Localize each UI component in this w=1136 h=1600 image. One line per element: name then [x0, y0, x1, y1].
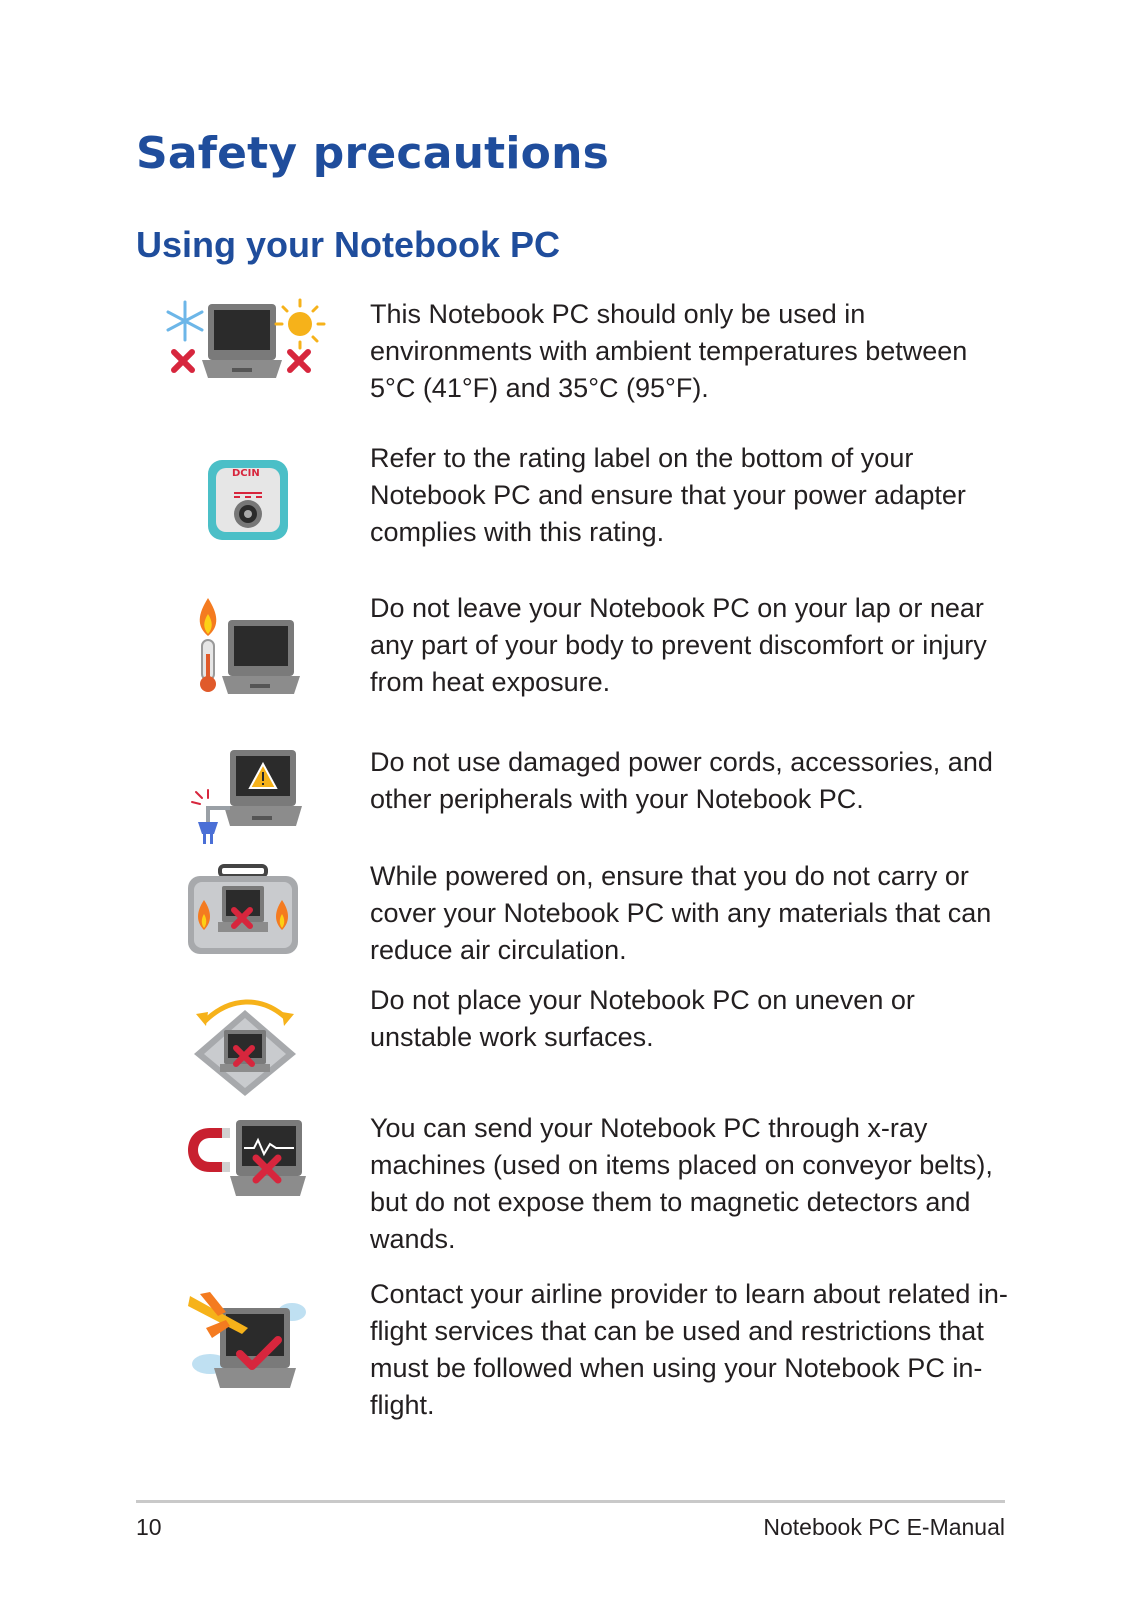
section-heading: Using your Notebook PC	[136, 224, 561, 265]
item-text: Do not place your Notebook PC on uneven or unstable work surfaces.	[370, 985, 915, 1052]
item-text: This Notebook PC should only be used in environments with ambient temperatures between 5°C (41°F) and 35°C (95°F).	[370, 299, 968, 403]
damaged-cord-icon	[186, 748, 306, 857]
airplane-icon	[186, 1284, 310, 1399]
dc-in-label: DCIN	[232, 468, 260, 479]
unstable-surface-icon	[190, 992, 300, 1103]
manual-name: Notebook PC E-Manual	[763, 1514, 1005, 1540]
item-text: Contact your airline provider to learn about related in-flight services that can be used and restrictions that must be followed when using your Notebook PC in-flight.	[370, 1279, 1008, 1420]
item-text: Refer to the rating label on the bottom of your Notebook PC and ensure that your power adapter complies with this rating.	[370, 443, 966, 547]
heat-exposure-icon	[192, 596, 304, 705]
temperature-icon	[160, 296, 330, 393]
item-text: While powered on, ensure that you do not carry or cover your Notebook PC with any materials that can reduce air circulation.	[370, 861, 992, 965]
page-number: 10	[136, 1514, 162, 1540]
magnet-icon	[186, 1118, 306, 1207]
footer-divider	[136, 1500, 1005, 1503]
page-title: Safety precautions	[136, 128, 609, 179]
item-text: Do not leave your Notebook PC on your lap or near any part of your body to prevent discomfort or injury from heat exposure.	[370, 593, 987, 697]
item-text: You can send your Notebook PC through x-ray machines (used on items placed on conveyor belts), but do not expose them to magnetic detectors and wands.	[370, 1113, 993, 1254]
carry-case-icon	[186, 864, 300, 963]
item-text: Do not use damaged power cords, accessories, and other peripherals with your Notebook PC.	[370, 747, 993, 814]
dc-in-port-icon	[206, 458, 290, 547]
